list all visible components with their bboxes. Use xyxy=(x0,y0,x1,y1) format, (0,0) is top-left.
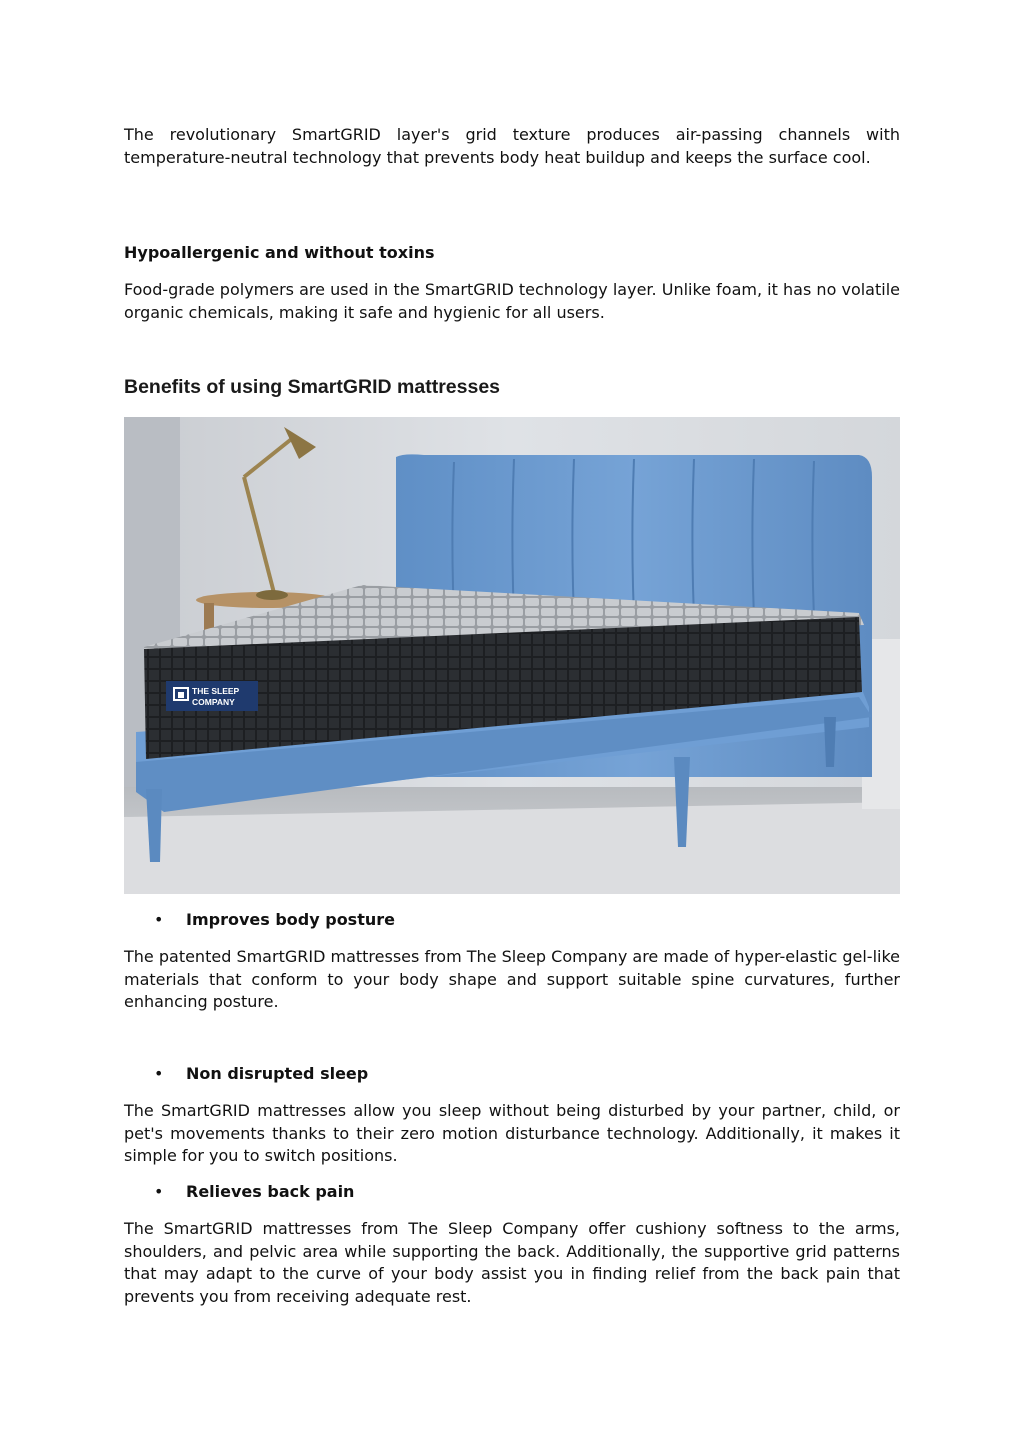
benefit-paragraph-back-pain: The SmartGRID mattresses from The Sleep Company offer cushiony softness to the arms, shoulders, and pelvic area while supporting the back. Additionally, the supportive grid patterns that may adapt to the curve of your body assist you in finding relief from the back pain that prevents you from receiving adequate rest. xyxy=(124,1219,900,1306)
hypoallergenic-paragraph: Food-grade polymers are used in the SmartGRID technology layer. Unlike foam, it has no volatile organic chemicals, making it safe and hygienic for all users. xyxy=(124,280,900,322)
bullet-dot: • xyxy=(154,1064,164,1083)
bullet-dot: • xyxy=(154,910,164,929)
benefit-paragraph-posture: The patented SmartGRID mattresses from The Sleep Company are made of hyper-elastic gel-like materials that conform to your body shape and support suitable spine curvatures, further enhancing posture. xyxy=(124,947,900,1011)
benefits-section-title: Benefits of using SmartGRID mattresses xyxy=(124,376,501,398)
bullet-dot: • xyxy=(154,1182,164,1201)
brand-label-line1: THE SLEEP xyxy=(192,686,240,696)
hypoallergenic-heading: Hypoallergenic and without toxins xyxy=(124,243,435,262)
mattress-photo xyxy=(124,417,900,894)
benefit-paragraph-sleep: The SmartGRID mattresses allow you sleep without being disturbed by your partner, child, or pet's movements thanks to their zero motion disturbance technology. Additionally, it makes it simple for you to switch positions. xyxy=(124,1101,900,1165)
benefit-title: Non disrupted sleep xyxy=(186,1064,369,1083)
benefit-title: Relieves back pain xyxy=(186,1182,355,1201)
benefit-title: Improves body posture xyxy=(186,910,395,929)
intro-paragraph: The revolutionary SmartGRID layer's grid texture produces air-passing channels with temperature-neutral technology that prevents body heat buildup and keeps the surface cool. xyxy=(124,125,900,167)
brand-label-line2: COMPANY xyxy=(192,697,235,707)
